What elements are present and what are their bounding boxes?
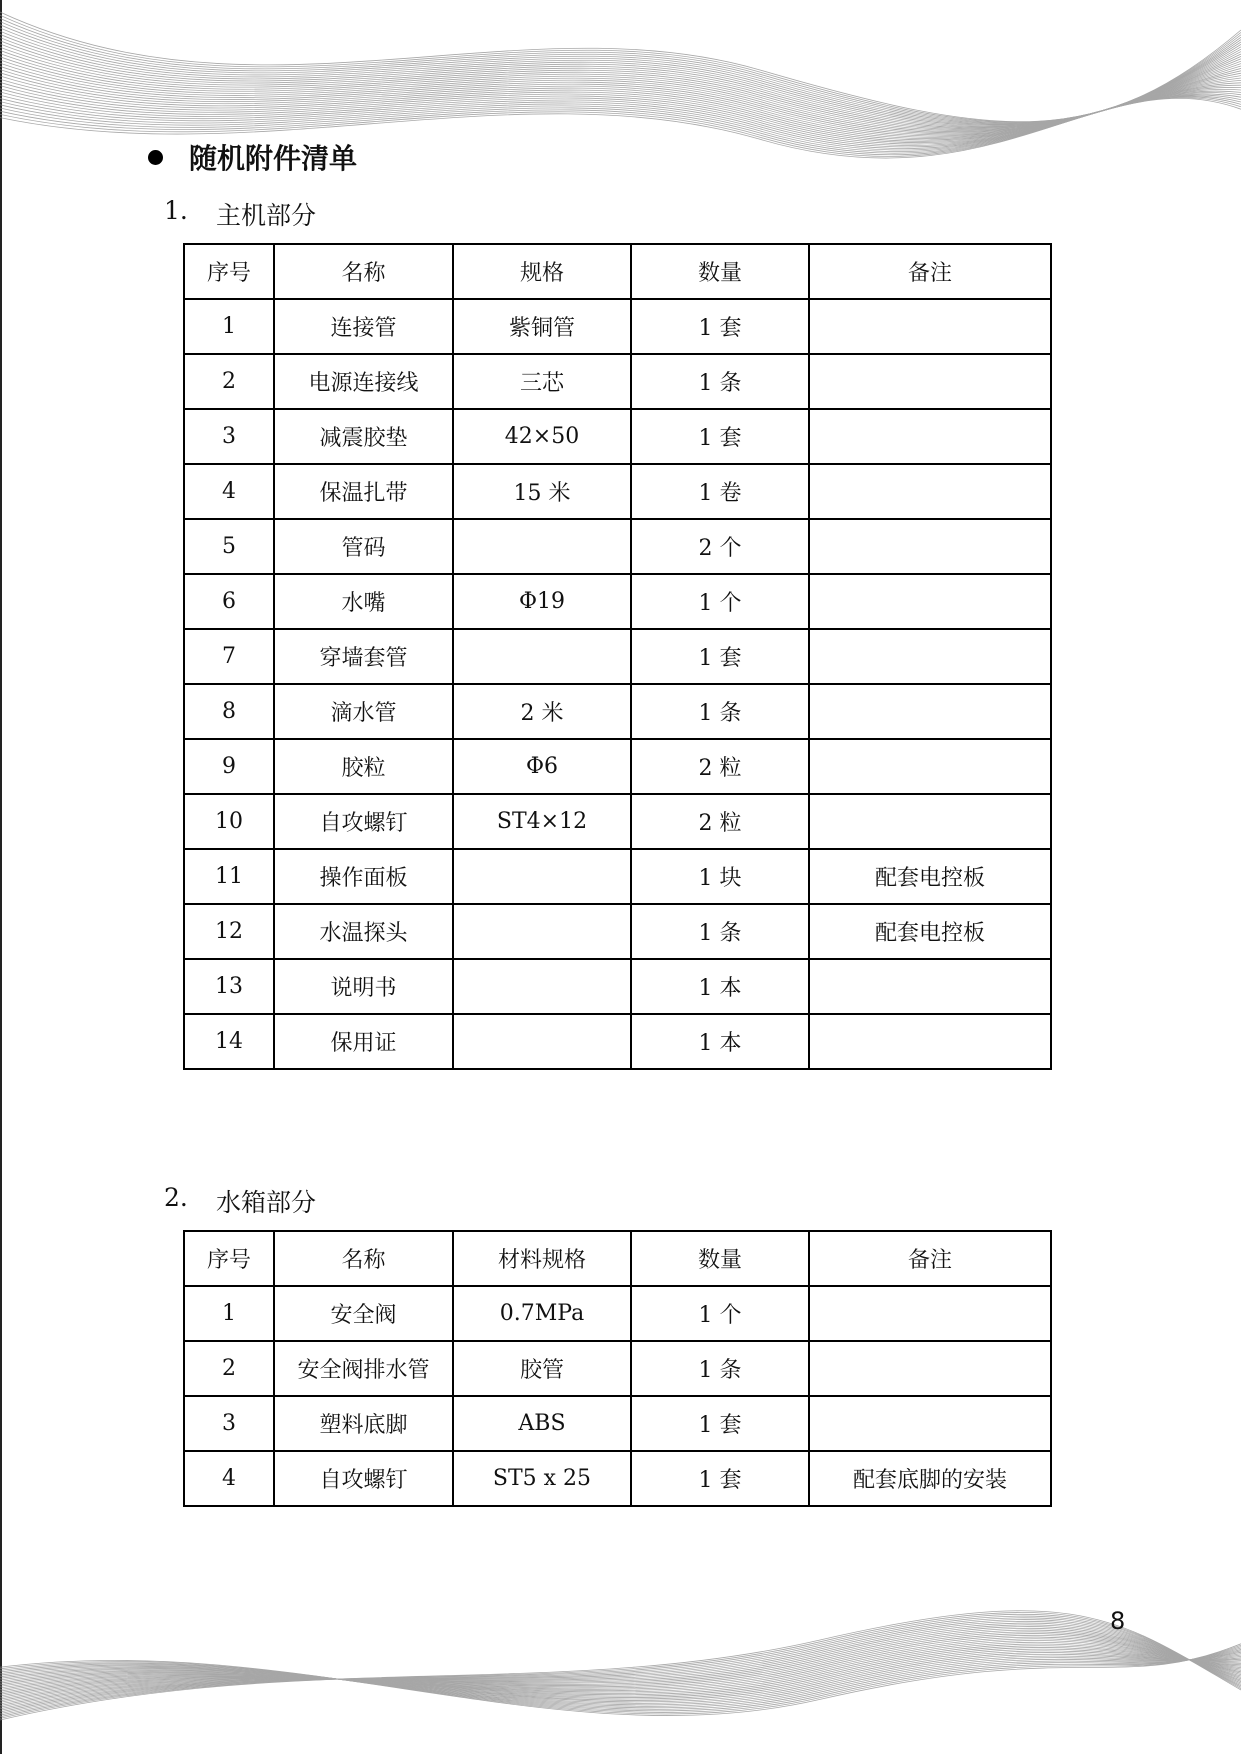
water-tank-parts-table (183, 1230, 1052, 1507)
header-cell: 数量 (631, 244, 809, 299)
table-cell (453, 959, 631, 1014)
table-cell: 1 条 (631, 684, 809, 739)
table-cell: 说明书 (274, 959, 453, 1014)
header-cell: 数量 (631, 1231, 809, 1286)
table-row (184, 1341, 1051, 1396)
header-cell: 备注 (809, 244, 1051, 299)
table-cell (809, 739, 1051, 794)
table-cell: 保用证 (274, 1014, 453, 1069)
table-cell: 3 (184, 1396, 274, 1451)
table-cell (809, 794, 1051, 849)
table-cell: 12 (184, 904, 274, 959)
table-cell: 1 条 (631, 1341, 809, 1396)
table-cell: 13 (184, 959, 274, 1014)
table-cell: 1 (184, 299, 274, 354)
table-header-row (184, 244, 1051, 299)
table-cell: 胶管 (453, 1341, 631, 1396)
table-cell: 1 块 (631, 849, 809, 904)
table-cell: 管码 (274, 519, 453, 574)
table-cell: 1 个 (631, 1286, 809, 1341)
table-cell (453, 1014, 631, 1069)
table-cell: 42×50 (453, 409, 631, 464)
table-cell: 安全阀排水管 (274, 1341, 453, 1396)
table-cell: 2 粒 (631, 794, 809, 849)
table-cell (453, 904, 631, 959)
table-cell: 11 (184, 849, 274, 904)
table-cell: 操作面板 (274, 849, 453, 904)
table-cell: 1 套 (631, 299, 809, 354)
table-cell: 2 (184, 354, 274, 409)
table-cell: Φ6 (453, 739, 631, 794)
table-cell: 2 粒 (631, 739, 809, 794)
table-row (184, 904, 1051, 959)
table-cell: ST5 x 25 (453, 1451, 631, 1506)
header-cell: 名称 (274, 1231, 453, 1286)
header-cell: 序号 (184, 1231, 274, 1286)
table-cell: 2 (184, 1341, 274, 1396)
section-title-main-unit (164, 196, 316, 232)
table-cell (809, 519, 1051, 574)
table-cell (809, 409, 1051, 464)
table-row (184, 574, 1051, 629)
table-cell: 1 套 (631, 629, 809, 684)
table-cell: 0.7MPa (453, 1286, 631, 1341)
section-number: 1. (164, 196, 188, 225)
table-cell: 三芯 (453, 354, 631, 409)
table-cell: 配套电控板 (809, 904, 1051, 959)
table-cell (809, 1014, 1051, 1069)
table-cell: 胶粒 (274, 739, 453, 794)
table-cell: ST4×12 (453, 794, 631, 849)
table-cell: 4 (184, 1451, 274, 1506)
table-cell: 滴水管 (274, 684, 453, 739)
header-cell: 规格 (453, 244, 631, 299)
header-cell: 备注 (809, 1231, 1051, 1286)
table-row (184, 629, 1051, 684)
table-cell (453, 629, 631, 684)
table-cell (809, 1396, 1051, 1451)
table-cell: 9 (184, 739, 274, 794)
table-cell (809, 464, 1051, 519)
table-cell: 配套电控板 (809, 849, 1051, 904)
page-number: 8 (1110, 1607, 1126, 1635)
wave-decoration-bottom (0, 1600, 1241, 1754)
table-cell: 保温扎带 (274, 464, 453, 519)
section-number: 2. (164, 1183, 188, 1212)
section-title-text: 主机部分 (216, 201, 317, 230)
table-cell: 1 条 (631, 904, 809, 959)
table-cell (453, 519, 631, 574)
table-cell: 1 本 (631, 1014, 809, 1069)
table-row (184, 409, 1051, 464)
section-title-text: 水箱部分 (216, 1188, 317, 1217)
table-cell: 减震胶垫 (274, 409, 453, 464)
table-cell: 4 (184, 464, 274, 519)
table-cell: 1 个 (631, 574, 809, 629)
table-cell (809, 684, 1051, 739)
table-cell: 2 个 (631, 519, 809, 574)
table-cell: 紫铜管 (453, 299, 631, 354)
table-cell: 8 (184, 684, 274, 739)
table-row (184, 739, 1051, 794)
table-cell (809, 354, 1051, 409)
table-row (184, 299, 1051, 354)
table-cell: 连接管 (274, 299, 453, 354)
table-cell: 水温探头 (274, 904, 453, 959)
header-cell: 名称 (274, 244, 453, 299)
table-cell (809, 959, 1051, 1014)
table-cell: 2 米 (453, 684, 631, 739)
table-row (184, 794, 1051, 849)
table-cell: 安全阀 (274, 1286, 453, 1341)
table-cell (809, 574, 1051, 629)
table-row (184, 1396, 1051, 1451)
table-cell (809, 1286, 1051, 1341)
table-cell: 穿墙套管 (274, 629, 453, 684)
table-cell: 自攻螺钉 (274, 794, 453, 849)
table-cell: 1 套 (631, 1451, 809, 1506)
table-cell: 1 条 (631, 354, 809, 409)
table-cell: ABS (453, 1396, 631, 1451)
accessory-list-heading (148, 137, 357, 177)
table-cell: 5 (184, 519, 274, 574)
header-cell: 序号 (184, 244, 274, 299)
table-cell: 10 (184, 794, 274, 849)
table-cell: 6 (184, 574, 274, 629)
table-row (184, 464, 1051, 519)
bullet-icon (148, 150, 163, 165)
table-row (184, 1286, 1051, 1341)
table-row (184, 354, 1051, 409)
page-edge-rule (0, 0, 2, 1754)
table-row (184, 519, 1051, 574)
table-row (184, 684, 1051, 739)
table-row (184, 959, 1051, 1014)
table-cell (453, 849, 631, 904)
table-cell: 电源连接线 (274, 354, 453, 409)
section-title-water-tank (164, 1183, 316, 1219)
table-cell: 1 (184, 1286, 274, 1341)
table-cell: 15 米 (453, 464, 631, 519)
table-cell (809, 629, 1051, 684)
table-cell: 1 套 (631, 409, 809, 464)
table-cell: 14 (184, 1014, 274, 1069)
table-row (184, 849, 1051, 904)
table-cell: 1 本 (631, 959, 809, 1014)
table-cell: 配套底脚的安装 (809, 1451, 1051, 1506)
table-cell (809, 299, 1051, 354)
table-row (184, 1014, 1051, 1069)
table-cell: 塑料底脚 (274, 1396, 453, 1451)
table-cell: 自攻螺钉 (274, 1451, 453, 1506)
table-cell: 3 (184, 409, 274, 464)
table-cell: Φ19 (453, 574, 631, 629)
table-cell: 1 套 (631, 1396, 809, 1451)
heading-text: 随机附件清单 (189, 142, 358, 175)
table-cell: 7 (184, 629, 274, 684)
table-row (184, 1451, 1051, 1506)
table-cell: 水嘴 (274, 574, 453, 629)
table-cell: 1 卷 (631, 464, 809, 519)
table-header-row (184, 1231, 1051, 1286)
main-unit-parts-table (183, 243, 1052, 1070)
table-cell (809, 1341, 1051, 1396)
header-cell: 材料规格 (453, 1231, 631, 1286)
